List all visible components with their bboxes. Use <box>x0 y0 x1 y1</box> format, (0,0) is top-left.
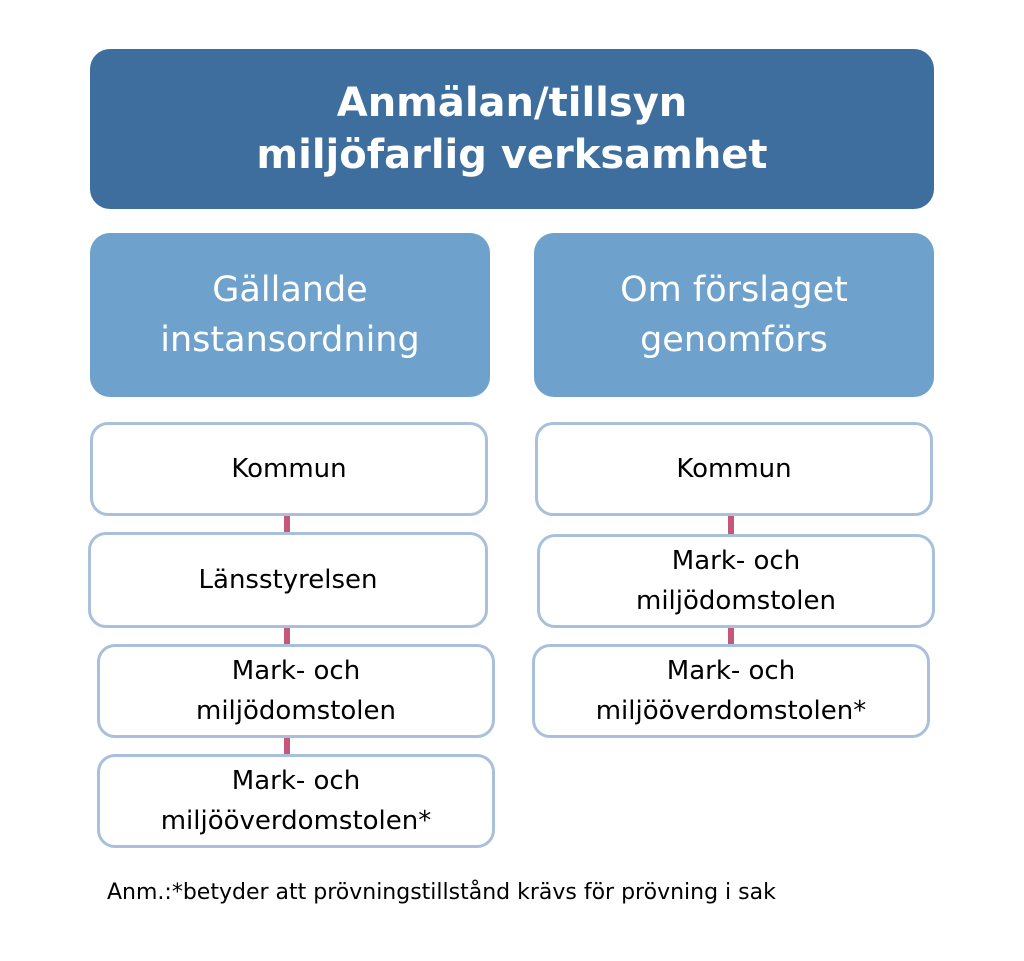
step-label-line-1: Mark- och <box>231 656 361 686</box>
column-heading-line-2: genomförs <box>640 320 828 360</box>
step-label-line-1: Kommun <box>231 454 347 484</box>
column-heading-line-1: Gällande <box>212 270 368 310</box>
step-kommun-proposal <box>535 422 933 516</box>
step-label-line-2: miljödomstolen <box>636 586 836 616</box>
connector <box>284 738 290 754</box>
step-mark-och-miljooverdomstolen-current <box>97 754 495 848</box>
step-label-line-1: Mark- och <box>231 766 361 796</box>
step-label-line-1: Kommun <box>676 454 792 484</box>
step-label-line-1: Mark- och <box>666 656 796 686</box>
step-label-line-1: Mark- och <box>671 546 801 576</box>
step-mark-och-miljodomstolen-proposal <box>537 534 935 628</box>
title-line-2: miljöfarlig verksamhet <box>256 132 768 178</box>
step-label-line-2: miljödomstolen <box>196 696 396 726</box>
connector <box>284 628 290 644</box>
step-mark-och-miljooverdomstolen-proposal <box>532 644 930 738</box>
column-heading-line-2: instansordning <box>160 320 420 360</box>
connector <box>284 516 290 532</box>
step-label-line-2: miljööverdomstolen* <box>160 806 432 836</box>
column-heading-current <box>90 233 490 397</box>
connector <box>728 628 734 644</box>
connector <box>728 516 734 534</box>
step-kommun-current <box>90 422 488 516</box>
step-label-line-2: miljööverdomstolen* <box>595 696 867 726</box>
step-label-line-1: Länsstyrelsen <box>198 565 378 595</box>
column-heading-proposal <box>534 233 934 397</box>
step-lansstyrelsen-current <box>88 532 488 628</box>
step-mark-och-miljodomstolen-current <box>97 644 495 738</box>
title-line-1: Anmälan/tillsyn <box>336 80 688 126</box>
diagram-title <box>90 49 934 209</box>
column-heading-line-1: Om förslaget <box>620 270 848 310</box>
footnote: Anm.:*betyder att prövningstillstånd krävs för prövning i sak <box>107 880 776 905</box>
